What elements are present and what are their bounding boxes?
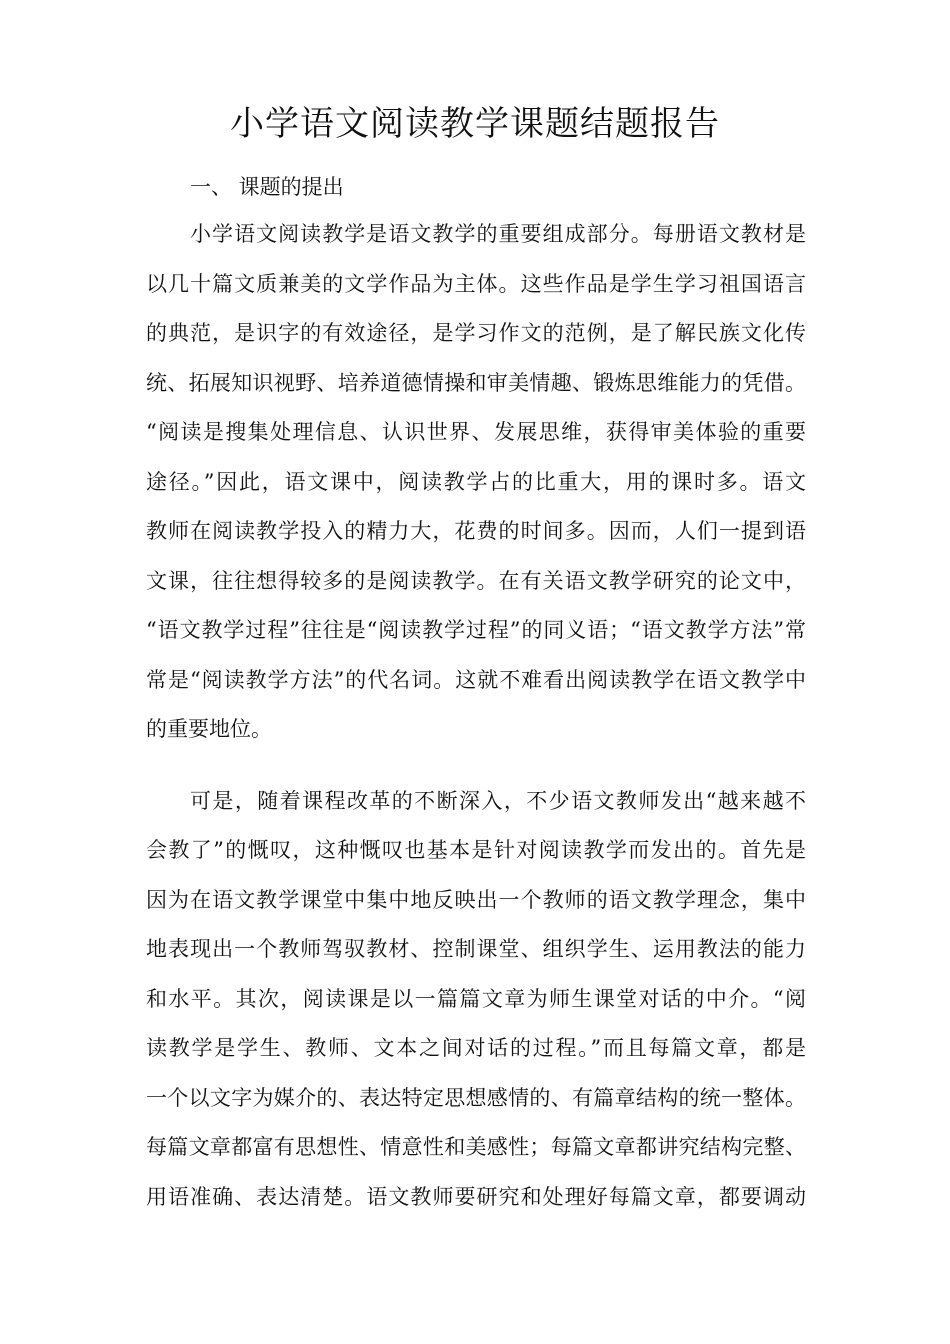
text-line: 教师在阅读教学投入的精力大，花费的时间多。因而，人们一提到语 bbox=[146, 519, 806, 543]
text-line: 的重要地位。 bbox=[146, 717, 272, 741]
section-heading: 一、 课题的提出 bbox=[190, 175, 344, 199]
text-line: 用语准确、表达清楚。语文教师要研究和处理好每篇文章，都要调动 bbox=[146, 1184, 806, 1209]
paragraph-2 bbox=[146, 777, 806, 1223]
text-line: 会教了”的慨叹，这种慨叹也基本是针对阅读教学而发出的。首先是 bbox=[146, 838, 806, 862]
text-line: 以几十篇文质兼美的文学作品为主体。这些作品是学生学习祖国语言 bbox=[146, 271, 806, 296]
text-line: 每篇文章都富有思想性、情意性和美感性；每篇文章都讲究结构完整、 bbox=[146, 1135, 806, 1159]
text-line: 可是，随着课程改革的不断深入，不少语文教师发出“越来越不 bbox=[190, 788, 806, 813]
paragraph-1 bbox=[146, 210, 806, 755]
text-line: 统、拓展知识视野、培养道德情操和审美情趣、锻炼思维能力的凭借。 bbox=[146, 370, 806, 395]
text-line: “语文教学过程”往往是“阅读教学过程”的同义语；“语文教学方法”常 bbox=[146, 618, 806, 642]
text-line: 和水平。其次，阅读课是以一篇篇文章为师生课堂对话的中介。“阅 bbox=[146, 986, 806, 1011]
text-line: 途径。”因此，语文课中，阅读教学占的比重大，用的课时多。语文 bbox=[146, 469, 806, 494]
document-title: 小学语文阅读教学课题结题报告 bbox=[230, 104, 720, 144]
body-text bbox=[146, 210, 806, 1222]
text-line: 地表现出一个教师驾驭教材、控制课堂、组织学生、运用教法的能力 bbox=[146, 937, 806, 961]
text-line: 小学语文阅读教学是语文教学的重要组成部分。每册语文教材是 bbox=[190, 222, 806, 246]
text-line: “阅读是搜集处理信息、认识世界、发展思维，获得审美体验的重要 bbox=[146, 420, 806, 444]
text-line: 读教学是学生、教师、文本之间对话的过程。”而且每篇文章，都是 bbox=[146, 1036, 806, 1060]
text-line: 因为在语文教学课堂中集中地反映出一个教师的语文教学理念，集中 bbox=[146, 887, 806, 912]
text-line: 一个以文字为媒介的、表达特定思想感情的、有篇章结构的统一整体。 bbox=[146, 1085, 806, 1110]
text-line: 文课，往往想得较多的是阅读教学。在有关语文教学研究的论文中， bbox=[146, 568, 806, 593]
text-line: 常是“阅读教学方法”的代名词。这就不难看出阅读教学在语文教学中 bbox=[146, 667, 806, 692]
text-line: 的典范，是识字的有效途径，是学习作文的范例，是了解民族文化传 bbox=[146, 321, 806, 345]
